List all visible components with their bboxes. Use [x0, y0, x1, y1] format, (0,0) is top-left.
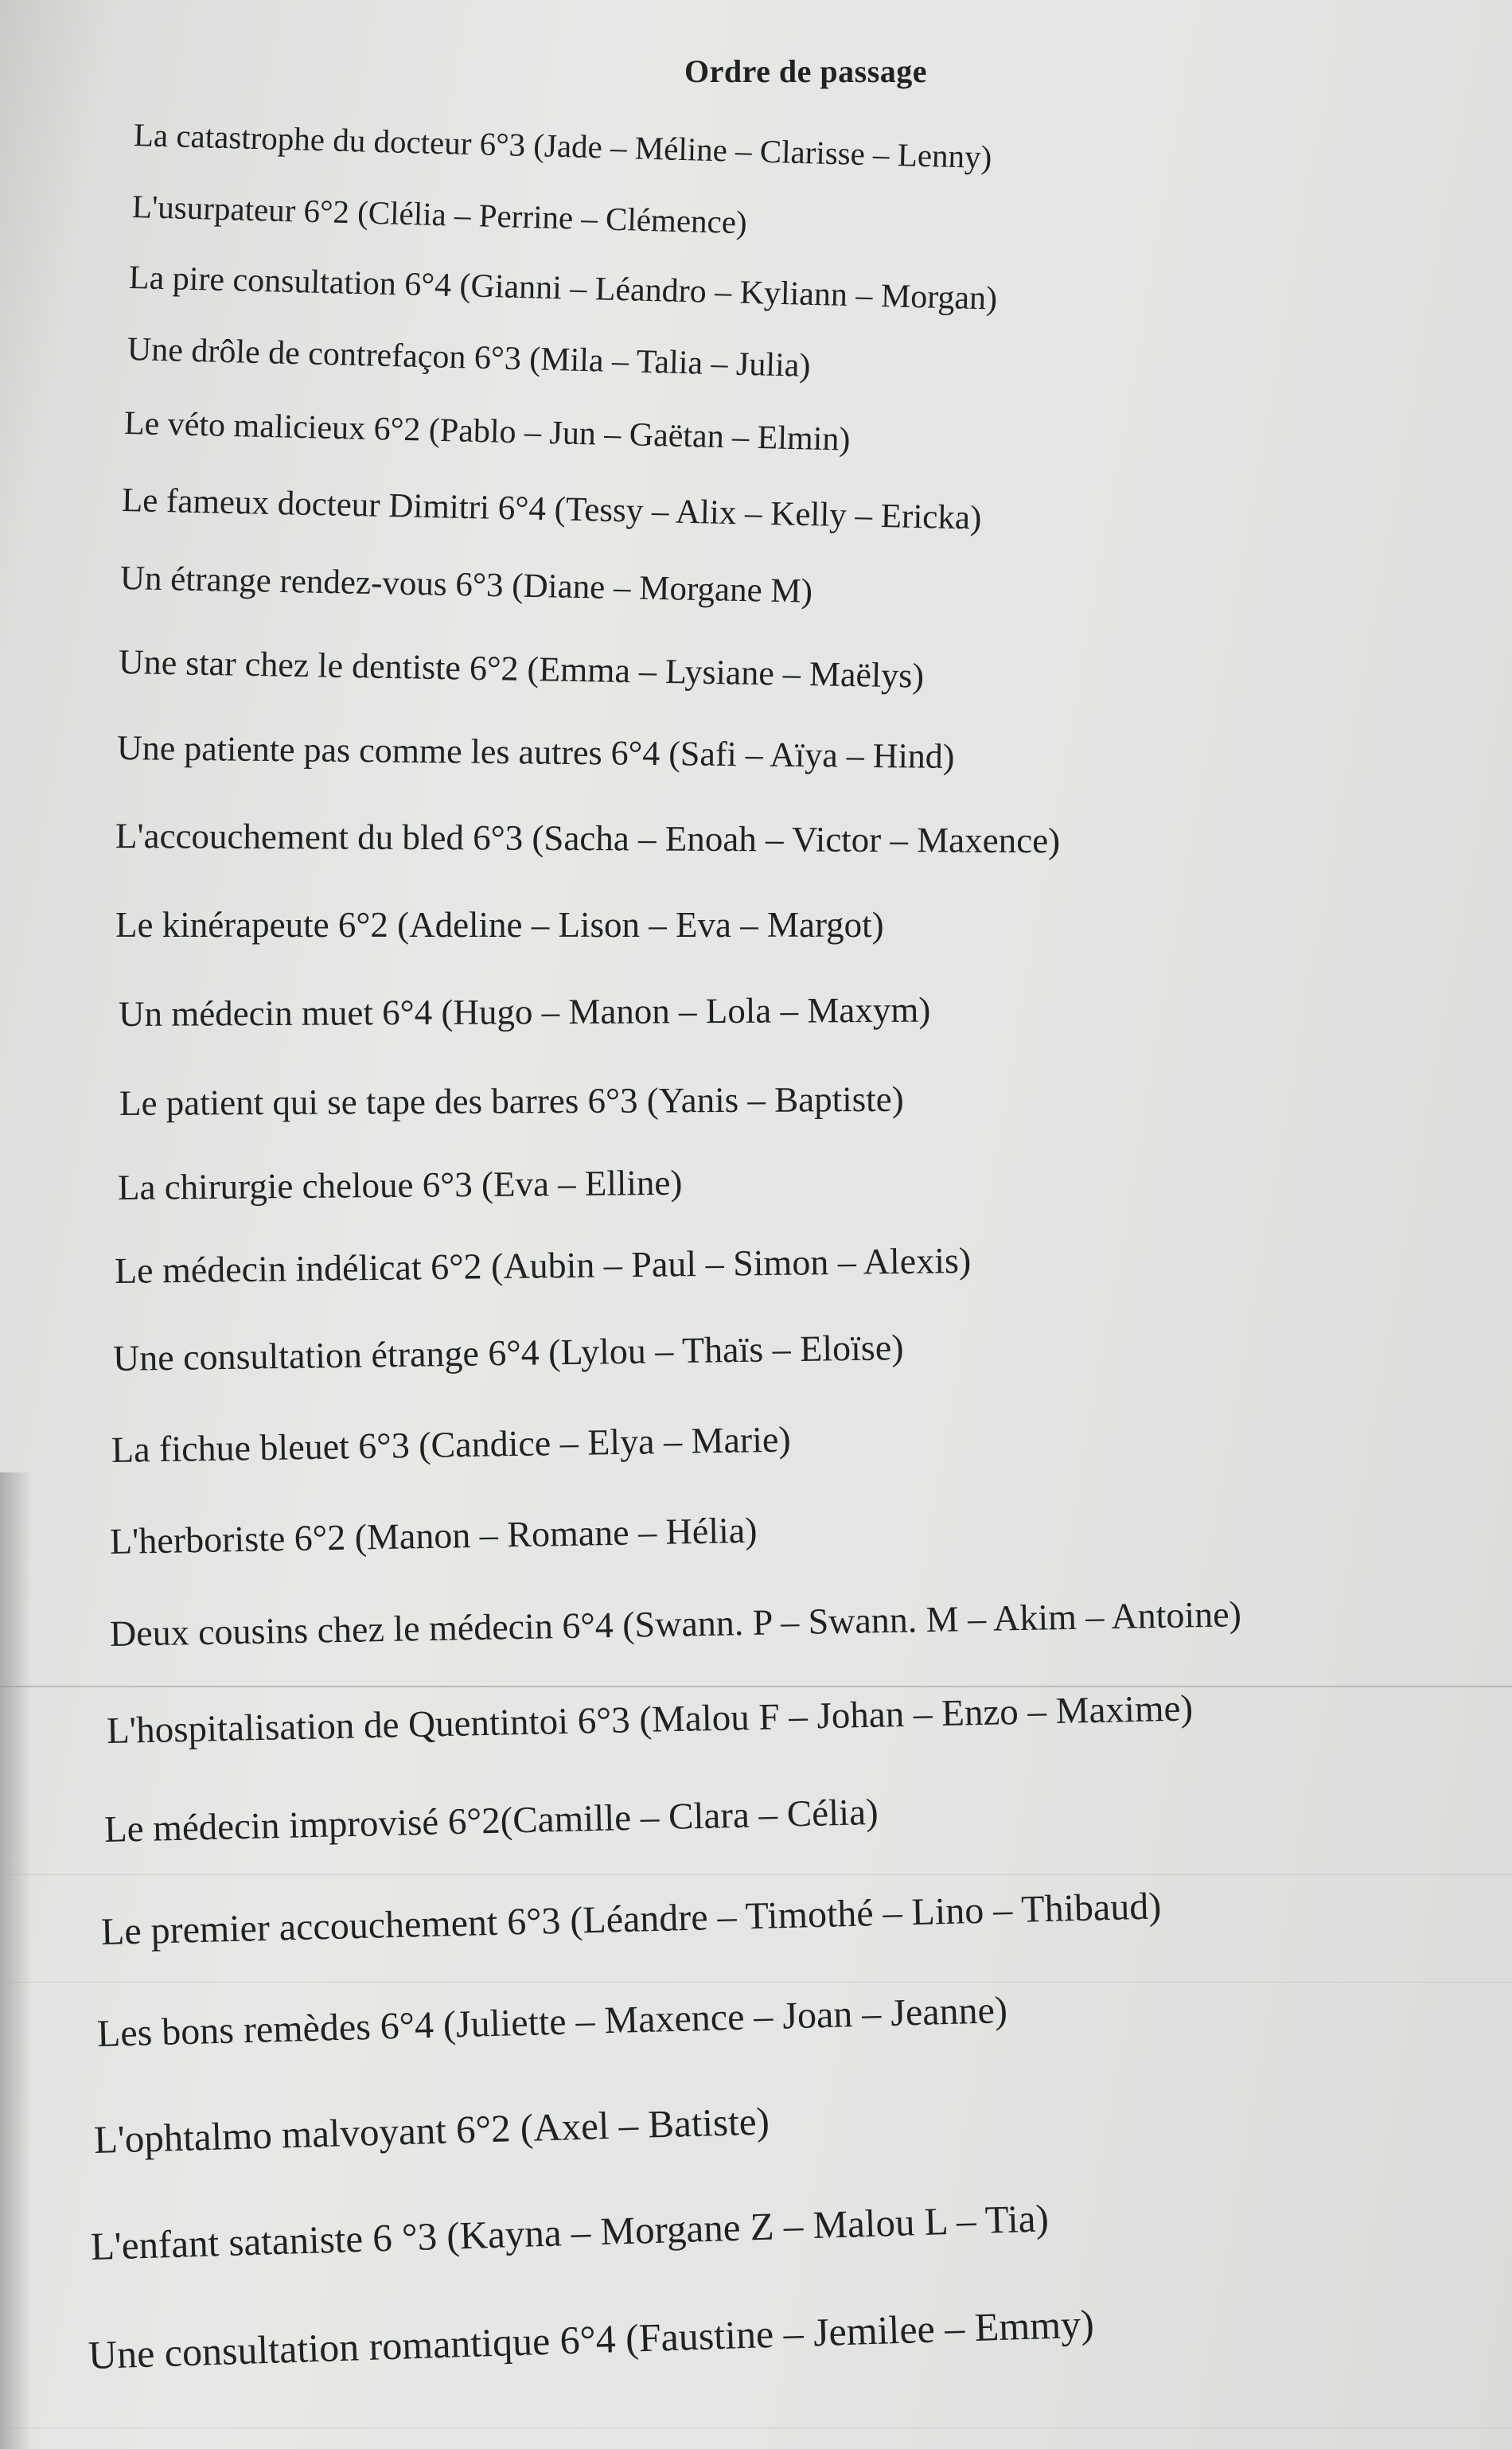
- list-item: Une drôle de contrefaçon 6°3 (Mila – Talia – Julia): [127, 331, 811, 384]
- paper-fold-line: [0, 1686, 1512, 1687]
- list-item: Deux cousins chez le médecin 6°4 (Swann. P – Swann. M – Akim – Antoine): [109, 1593, 1242, 1654]
- list-item: Le patient qui se tape des barres 6°3 (Yanis – Baptiste): [119, 1078, 904, 1123]
- paper-crease: [0, 1982, 1512, 1983]
- list-item: Le kinérapeute 6°2 (Adeline – Lison – Eva – Margot): [115, 905, 884, 945]
- list-item: La chirurgie cheloue 6°3 (Eva – Elline): [117, 1162, 683, 1207]
- list-item: Une star chez le dentiste 6°2 (Emma – Lysiane – Maëlys): [118, 642, 925, 696]
- page-shadow: [0, 1472, 32, 2449]
- list-item: Un médecin muet 6°4 (Hugo – Manon – Lola – Maxym): [118, 989, 931, 1034]
- list-item: Une consultation étrange 6°4 (Lylou – Thaïs – Eloïse): [112, 1327, 904, 1379]
- list-item: La fichue bleuet 6°3 (Candice – Elya – Marie): [111, 1418, 792, 1470]
- paper-crease: [0, 1874, 1512, 1875]
- list-item: L'hospitalisation de Quentintoi 6°3 (Malou F – Johan – Enzo – Maxime): [106, 1687, 1194, 1752]
- list-item: Une patiente pas comme les autres 6°4 (Safi – Aïya – Hind): [116, 728, 955, 777]
- list-item: Un étrange rendez-vous 6°3 (Diane – Morgane M): [119, 560, 813, 610]
- list-item: La catastrophe du docteur 6°3 (Jade – Méline – Clarisse – Lenny): [133, 116, 992, 176]
- list-item: Le médecin indélicat 6°2 (Aubin – Paul – Simon – Alexis): [114, 1239, 972, 1291]
- page-title: Ordre de passage: [684, 53, 928, 89]
- list-item: Les bons remèdes 6°4 (Juliette – Maxence – Joan – Jeanne): [96, 1989, 1008, 2055]
- list-item: La pire consultation 6°4 (Gianni – Léandro – Kyliann – Morgan): [128, 259, 998, 318]
- list-item: Une consultation romantique 6°4 (Faustine – Jemilee – Emmy): [88, 2301, 1095, 2377]
- list-item: L'usurpateur 6°2 (Clélia – Perrine – Clémence): [131, 188, 748, 241]
- list-item: Le médecin improvisé 6°2(Camille – Clara – Célia): [103, 1791, 879, 1850]
- list-item: Le fameux docteur Dimitri 6°4 (Tessy – Alix – Kelly – Ericka): [121, 482, 982, 537]
- list-item: L'herboriste 6°2 (Manon – Romane – Hélia): [109, 1509, 758, 1562]
- list-item: Le premier accouchement 6°3 (Léandre – Timothé – Lino – Thibaud): [100, 1885, 1162, 1953]
- list-item: L'enfant sataniste 6 °3 (Kayna – Morgane Z – Malou L – Tia): [90, 2196, 1050, 2268]
- list-item: Le véto malicieux 6°2 (Pablo – Jun – Gaëtan – Elmin): [123, 405, 851, 458]
- list-item: L'ophtalmo malvoyant 6°2 (Axel – Batiste): [93, 2099, 770, 2162]
- list-item: L'accouchement du bled 6°3 (Sacha – Enoah – Victor – Maxence): [115, 816, 1061, 861]
